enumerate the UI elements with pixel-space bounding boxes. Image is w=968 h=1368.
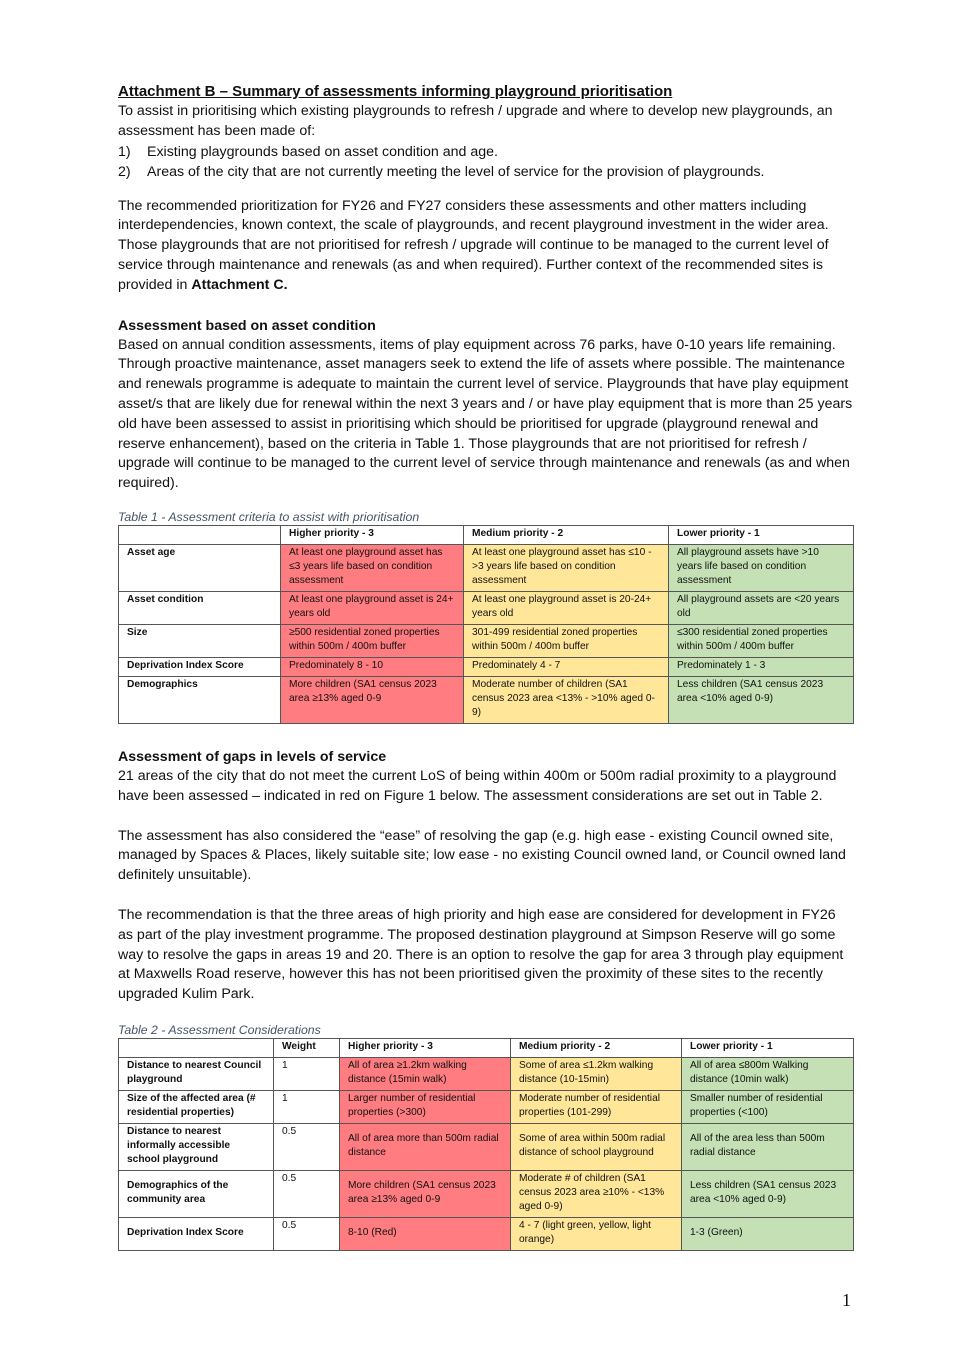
row-label: Distance to nearest informally accessible school playground (119, 1123, 274, 1170)
table-cell: Some of area ≤1.2km walking distance (10-15min) (511, 1057, 682, 1090)
row-label: Size (119, 624, 281, 657)
intro-paragraph: To assist in prioritising which existing playgrounds to refresh / upgrade and where to develop new playgrounds, an assessment has been made of: (118, 103, 833, 139)
table-header: Weight (274, 1038, 340, 1057)
table-cell: All playground assets are <20 years old (669, 591, 854, 624)
row-label: Deprivation Index Score (119, 657, 281, 676)
table-header-row (119, 525, 854, 544)
table-cell: Predominately 1 - 3 (669, 657, 854, 676)
section-heading-gaps: Assessment of gaps in levels of service (118, 748, 387, 765)
table-header: Higher priority - 3 (281, 525, 464, 544)
table-cell: Moderate number of children (SA1 census 2023 area <13% - >10% aged 0-9) (464, 676, 669, 723)
table-header: Higher priority - 3 (340, 1038, 511, 1057)
weight-cell: 0.5 (274, 1170, 340, 1217)
row-label: Demographics of the community area (119, 1170, 274, 1217)
table-header (119, 525, 281, 544)
row-label: Deprivation Index Score (119, 1217, 274, 1250)
table-header: Medium priority - 2 (464, 525, 669, 544)
table-cell: 4 - 7 (light green, yellow, light orange) (511, 1217, 682, 1250)
table-cell: At least one playground asset is 20-24+ years old (464, 591, 669, 624)
table-row (119, 676, 854, 723)
table-header (119, 1038, 274, 1057)
table-cell: At least one playground asset has ≤10 - >3 years life based on condition assessment (464, 544, 669, 591)
table-header: Lower priority - 1 (669, 525, 854, 544)
row-label: Size of the affected area (# residential properties) (119, 1090, 274, 1123)
criteria-table (118, 525, 854, 724)
list-text: Existing playgrounds based on asset condition and age. (147, 143, 498, 160)
gaps-paragraph-1: 21 areas of the city that do not meet the current LoS of being within 400m or 500m radial proximity to a playground have been assessed – indicated in red on Figure 1 below. The assessment considerations are set out in Table 2. (118, 767, 837, 804)
list-item (118, 142, 853, 162)
weight-cell: 0.5 (274, 1217, 340, 1250)
page-title: Attachment B – Summary of assessments informing playground prioritisation (118, 83, 673, 100)
table-row (119, 624, 854, 657)
row-label: Asset age (119, 544, 281, 591)
table-cell: Smaller number of residential properties (<100) (682, 1090, 854, 1123)
page-number: 1 (842, 1290, 851, 1310)
gaps-paragraph-2: The assessment has also considered the “ease” of resolving the gap (e.g. high ease - existing Council owned site, managed by Spaces & Places, likely suitable site; low ease - no existing Council owned land, or Council owned land definitely unsuitable). (118, 827, 846, 884)
document-page (118, 82, 853, 1251)
list-text: Areas of the city that are not currently meeting the level of service for the provision of playgrounds. (147, 163, 765, 180)
table-row (119, 544, 854, 591)
table-cell: Moderate number of residential properties (101-299) (511, 1090, 682, 1123)
table-cell: More children (SA1 census 2023 area ≥13% aged 0-9 (340, 1170, 511, 1217)
attachment-reference: Attachment C. (191, 276, 288, 293)
table-cell: At least one playground asset has ≤3 years life based on condition assessment (281, 544, 464, 591)
list-number: 2) (118, 163, 131, 180)
table-cell: Predominately 8 - 10 (281, 657, 464, 676)
table-cell: Less children (SA1 census 2023 area <10% aged 0-9) (669, 676, 854, 723)
table-cell: ≥500 residential zoned properties within 500m / 400m buffer (281, 624, 464, 657)
table-header: Lower priority - 1 (682, 1038, 854, 1057)
table-row (119, 1170, 854, 1217)
table-row (119, 591, 854, 624)
paragraph-text: The recommended prioritization for FY26 and FY27 considers these assessments and other matters including interdependencies, known context, the scale of playgrounds, and recent playground investment in the wider area. Those playgrounds that are not prioritised for refresh / upgrade will continue to be managed to the current level of service through maintenance and renewals (as and when required). Further context of the recommended sites is provided in (118, 197, 829, 293)
table-cell: All of the area less than 500m radial distance (682, 1123, 854, 1170)
asset-condition-paragraph: Based on annual condition assessments, items of play equipment across 76 parks, have 0-10 years life remaining. Through proactive maintenance, asset managers seek to extend the life of assets where possible. The maintenance and renewals programme is adequate to maintain the current level of service. Playgrounds that have play equipment asset/s that are likely due for renewal within the next 3 years and / or have play equipment that is more than 25 years old have been assessed to assist in prioritising which should be prioritised for upgrade (playground renewal and reserve enhancement), based on the criteria in Table 1. Those playgrounds that are not prioritised for refresh / upgrade will continue to be managed to the current level of service through maintenance and renewals (as and when required). (118, 336, 853, 492)
row-label: Distance to nearest Council playground (119, 1057, 274, 1090)
assessment-list (118, 142, 853, 182)
list-number: 1) (118, 143, 131, 160)
table-cell: All of area ≤800m Walking distance (10min walk) (682, 1057, 854, 1090)
table-cell: Some of area within 500m radial distance of school playground (511, 1123, 682, 1170)
table-cell: 301-499 residential zoned properties within 500m / 400m buffer (464, 624, 669, 657)
table-cell: Larger number of residential properties (>300) (340, 1090, 511, 1123)
gaps-paragraph-3: The recommendation is that the three areas of high priority and high ease are considered for development in FY26 as part of the play investment programme. The proposed destination playground at Simpson Reserve will go some way to resolve the gaps in areas 19 and 20. There is an option to resolve the gap for area 3 through play equipment at Maxwells Road reserve, however this has not been prioritised given the proximity of these sites to the recently upgraded Kulim Park. (118, 906, 844, 1003)
row-label: Asset condition (119, 591, 281, 624)
considerations-table (118, 1038, 854, 1251)
table-row (119, 1090, 854, 1123)
table-cell: 1-3 (Green) (682, 1217, 854, 1250)
table-row (119, 657, 854, 676)
table-row (119, 1217, 854, 1250)
table-cell: ≤300 residential zoned properties within 500m / 400m buffer (669, 624, 854, 657)
table-header: Medium priority - 2 (511, 1038, 682, 1057)
table-cell: Predominately 4 - 7 (464, 657, 669, 676)
table-cell: 8-10 (Red) (340, 1217, 511, 1250)
table-row (119, 1057, 854, 1090)
table-cell: All playground assets have >10 years life based on condition assessment (669, 544, 854, 591)
table-cell: More children (SA1 census 2023 area ≥13% aged 0-9 (281, 676, 464, 723)
table-cell: All of area ≥1.2km walking distance (15min walk) (340, 1057, 511, 1090)
prioritization-paragraph (118, 197, 853, 296)
weight-cell: 1 (274, 1090, 340, 1123)
weight-cell: 0.5 (274, 1123, 340, 1170)
table-cell: Less children (SA1 census 2023 area <10% aged 0-9) (682, 1170, 854, 1217)
table-header-row (119, 1038, 854, 1057)
list-item (118, 162, 853, 182)
section-heading-asset-condition: Assessment based on asset condition (118, 317, 376, 334)
table-cell: Moderate # of children (SA1 census 2023 area ≥10% - <13% aged 0-9) (511, 1170, 682, 1217)
table-cell: At least one playground asset is 24+ years old (281, 591, 464, 624)
weight-cell: 1 (274, 1057, 340, 1090)
table1-caption: Table 1 - Assessment criteria to assist with prioritisation (118, 509, 420, 524)
row-label: Demographics (119, 676, 281, 723)
table-cell: All of area more than 500m radial distance (340, 1123, 511, 1170)
table-row (119, 1123, 854, 1170)
table2-caption: Table 2 - Assessment Considerations (118, 1022, 321, 1037)
